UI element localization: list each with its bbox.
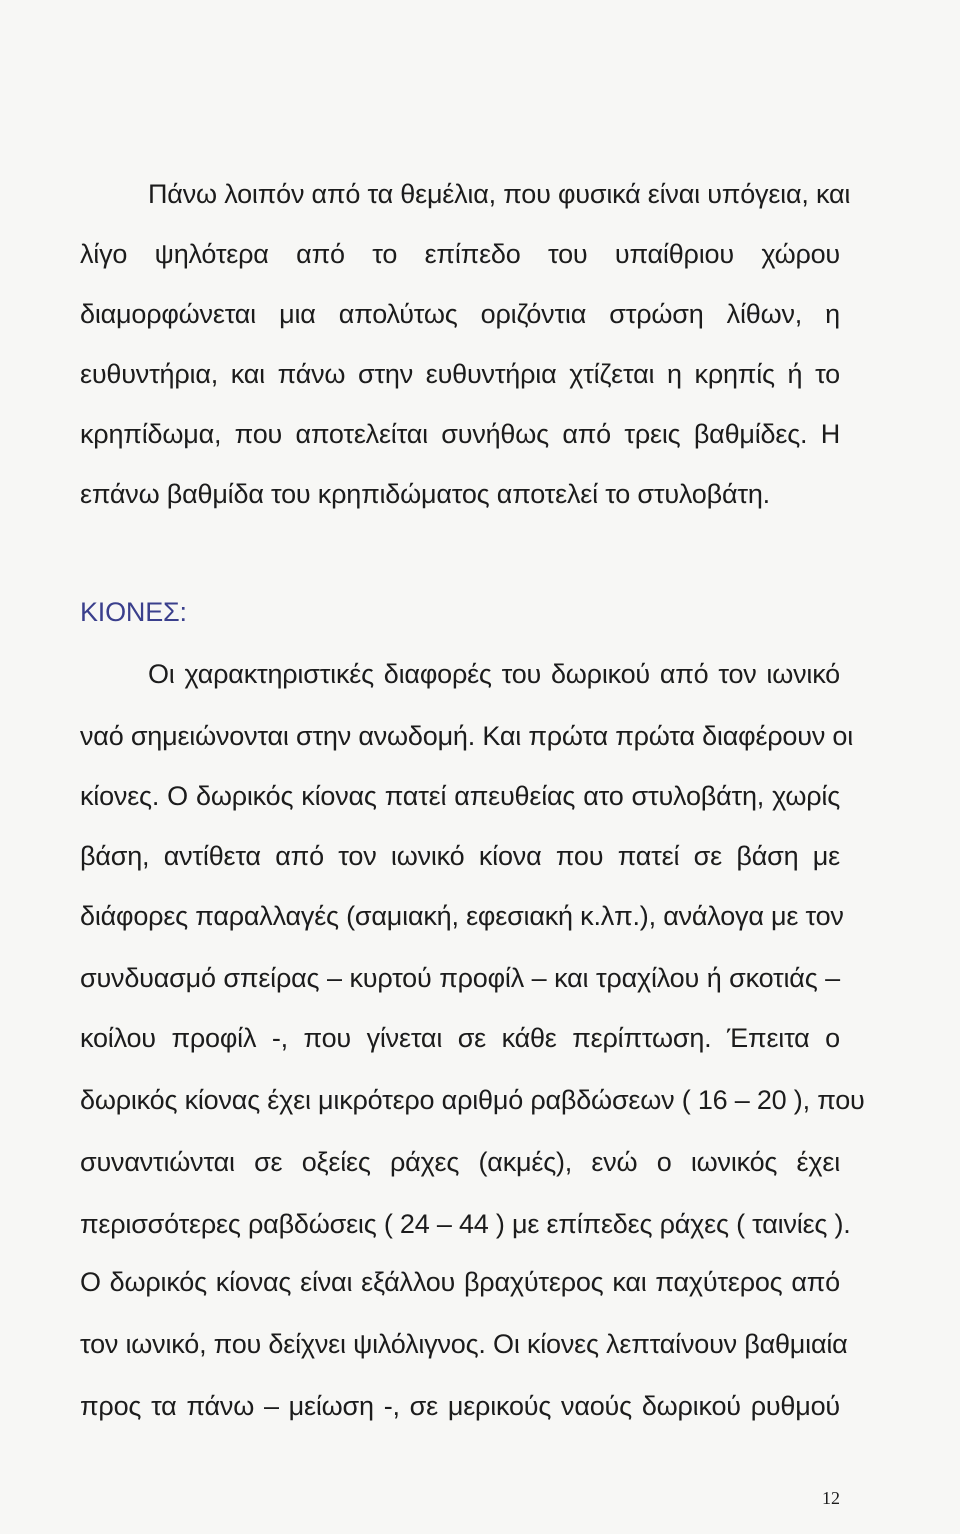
paragraph-line: διαμορφώνεται μια απολύτως οριζόντια στρώση λίθων, η bbox=[80, 299, 840, 329]
paragraph-line: βάση, αντίθετα από τον ιωνικό κίονα που πατεί σε βάση με bbox=[80, 841, 840, 871]
paragraph-line: συνδυασμό σπείρας – κυρτού προφίλ – και τραχίλου ή σκοτιάς – bbox=[80, 963, 840, 993]
paragraph-line: επάνω βαθμίδα του κρηπιδώματος αποτελεί το στυλοβάτη. bbox=[80, 479, 770, 509]
paragraph-line: Ο δωρικός κίονας είναι εξάλλου βραχύτερος και παχύτερος από bbox=[80, 1267, 840, 1297]
page-number: 12 bbox=[822, 1488, 840, 1508]
paragraph-line: περισσότερες ραβδώσεις ( 24 – 44 ) με επίπεδες ράχες ( ταινίες ). bbox=[80, 1209, 851, 1239]
paragraph-line: τον ιωνικό, που δείχνει ψιλόλιγνος. Οι κίονες λεπταίνουν βαθμιαία bbox=[80, 1329, 848, 1359]
paragraph-line: συναντιώνται σε οξείες ράχες (ακμές), ενώ ο ιωνικός έχει bbox=[80, 1147, 840, 1177]
paragraph-line: Πάνω λοιπόν από τα θεμέλια, που φυσικά είναι υπόγεια, και bbox=[148, 179, 851, 209]
paragraph-line: κίονες. Ο δωρικός κίονας πατεί απευθείας ατο στυλοβάτη, χωρίς bbox=[80, 781, 840, 811]
paragraph-line: λίγο ψηλότερα από το επίπεδο του υπαίθριου χώρου bbox=[80, 239, 840, 269]
paragraph-line: προς τα πάνω – μείωση -, σε μερικούς ναούς δωρικού ρυθμού bbox=[80, 1391, 840, 1421]
paragraph-line: δωρικός κίονας έχει μικρότερο αριθμό ραβδώσεων ( 16 – 20 ), που bbox=[80, 1085, 865, 1115]
paragraph-line: διάφορες παραλλαγές (σαμιακή, εφεσιακή κ.λπ.), ανάλογα με τον bbox=[80, 901, 844, 931]
paragraph-line: Οι χαρακτηριστικές διαφορές του δωρικού από τον ιωνικό bbox=[148, 659, 840, 689]
paragraph-line: κρηπίδωμα, που αποτελείται συνήθως από τρεις βαθμίδες. Η bbox=[80, 419, 840, 449]
paragraph-line: ευθυντήρια, και πάνω στην ευθυντήρια χτίζεται η κρηπίς ή το bbox=[80, 359, 840, 389]
paragraph-line: ναό σημειώνονται στην ανωδομή. Και πρώτα πρώτα διαφέρουν οι bbox=[80, 721, 854, 751]
section-heading: ΚΙΟΝΕΣ: bbox=[80, 597, 187, 627]
paragraph-line: κοίλου προφίλ -, που γίνεται σε κάθε περίπτωση. Έπειτα ο bbox=[80, 1023, 840, 1053]
